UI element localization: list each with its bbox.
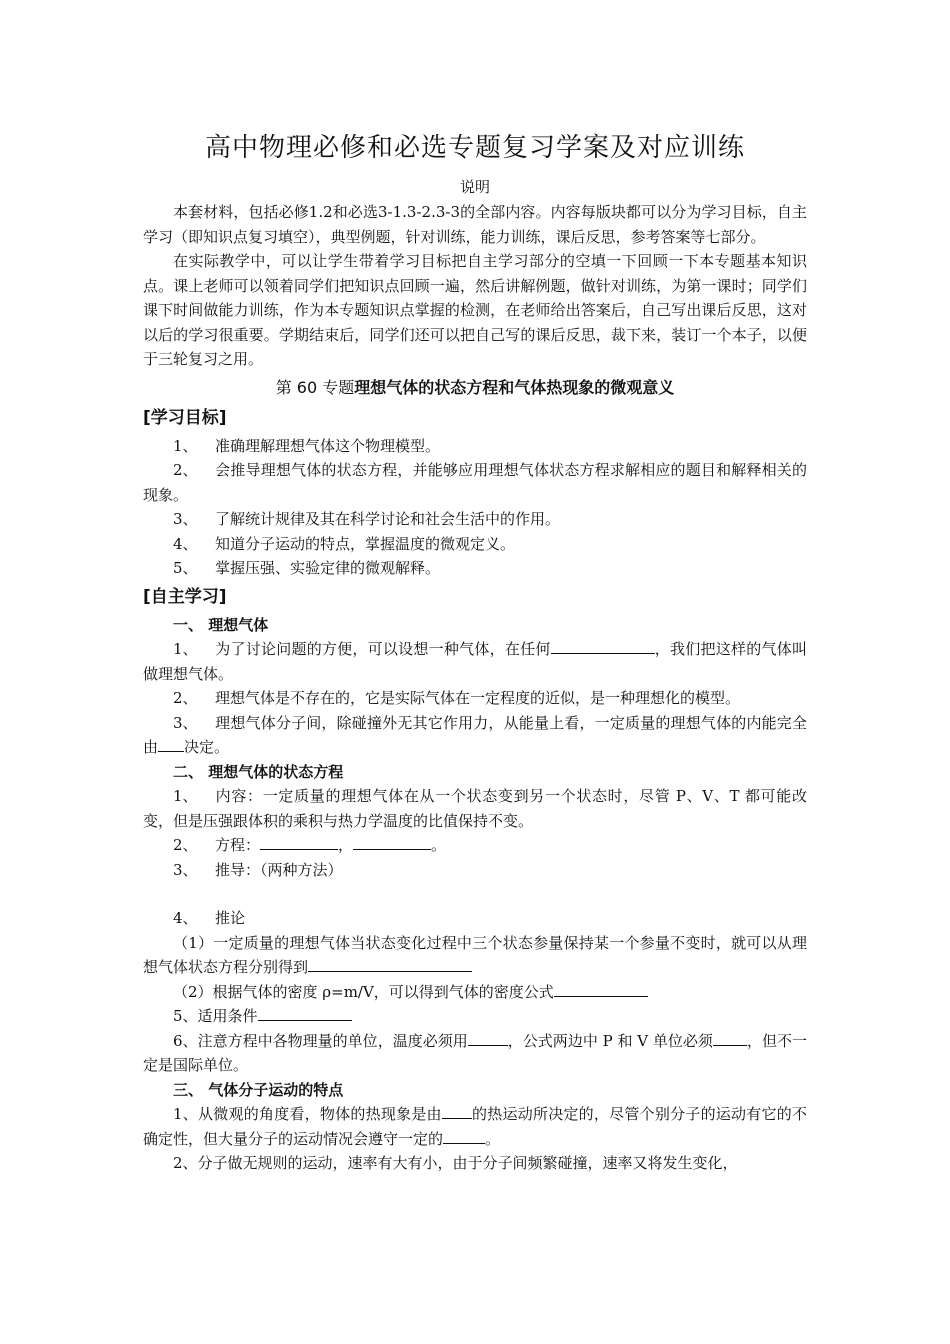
molecular-item-1 <box>143 1102 807 1151</box>
state-eq-item-5 <box>143 1004 807 1029</box>
goal-num: 1、 <box>173 436 198 455</box>
goal-num: 3、 <box>173 510 198 528</box>
item-num: 2、 <box>173 689 198 707</box>
goal-item <box>143 556 807 581</box>
state-eq-item-4 <box>143 906 807 931</box>
item-text: 2、分子做无规则的运动，速率有大有小，由于分子间频繁碰撞，速率又将发生变化， <box>173 1154 738 1172</box>
document-page <box>143 128 807 1176</box>
state-eq-item-1 <box>143 784 807 833</box>
item-text: （2）根据气体的密度 ρ=m/V，可以得到气体的密度公式 <box>173 982 554 1001</box>
item-num: 3、 <box>173 860 198 879</box>
state-eq-item-6 <box>143 1029 807 1078</box>
intro-paragraph-2: 在实际教学中，可以让学生带着学习目标把自主学习部分的空填一下回顾一下本专题基本知识点。课上老师可以领着同学们把知识点回顾一遍，然后讲解例题，做针对训练，为第一课时；同学们课下时间做能力训练，作为本专题知识点掌握的检测，在老师给出答案后，自己写出课后反思，这对以后的学习很重要。学期结束后，同学们还可以把自己写的课后反思，裁下来，装订一个本子，以便于三轮复习之用。 <box>143 252 807 368</box>
ideal-gas-item-3 <box>143 711 807 760</box>
item-num: 3、 <box>173 713 198 732</box>
fill-blank[interactable] <box>258 1004 352 1021</box>
state-eq-item-3 <box>143 858 807 883</box>
fill-blank[interactable] <box>551 637 655 654</box>
section-molecular-motion-title: 三、 气体分子运动的特点 <box>173 1080 344 1099</box>
corollary-2 <box>143 980 807 1005</box>
goal-text: 知道分子运动的特点，掌握温度的微观定义。 <box>215 534 516 553</box>
state-eq-item-2 <box>143 833 807 858</box>
item-text: 的热运动所决定的，尽管个别分子的运动有它的不确定性，但大量分子的运动情况会遵守一定的 <box>143 1105 807 1148</box>
study-heading: [自主学习] <box>143 586 227 607</box>
item-num: 4、 <box>173 909 198 927</box>
goal-item <box>143 434 807 459</box>
document-title: 高中物理必修和必选专题复习学案及对应训练 <box>204 133 745 163</box>
fill-blank[interactable] <box>353 833 431 850</box>
item-text: ，但不一定是国际单位。 <box>143 1031 807 1074</box>
goal-text: 会推导理想气体的状态方程，并能够应用理想气体状态方程求解相应的题目和解释相关的现象。 <box>143 461 807 504</box>
fill-blank[interactable] <box>308 955 472 972</box>
spacer <box>143 882 807 906</box>
document-subtitle: 说明 <box>459 178 490 196</box>
corollary-1 <box>143 931 807 980</box>
goal-text: 了解统计规律及其在科学讨论和社会生活中的作用。 <box>215 510 561 528</box>
ideal-gas-item-2 <box>143 686 807 711</box>
ideal-gas-item-1 <box>143 637 807 686</box>
item-num: 1、 <box>173 640 198 658</box>
goal-item <box>143 532 807 557</box>
goals-heading: [学习目标] <box>143 407 227 428</box>
fill-blank[interactable] <box>713 1029 747 1046</box>
item-text: 。 <box>485 1129 501 1148</box>
item-text: 。 <box>431 836 447 854</box>
item-text: （1）一定质量的理想气体当状态变化过程中三个状态参量保持某一个参量不变时，就可以从理想气体状态方程分别得到 <box>143 933 807 976</box>
item-text: 5、适用条件 <box>173 1007 258 1025</box>
goal-item <box>143 458 807 507</box>
topic-title: 理想气体的状态方程和气体热现象的微观意义 <box>354 377 675 397</box>
item-text: 决定。 <box>184 738 230 756</box>
fill-blank[interactable] <box>443 1127 485 1144</box>
item-text: 方程： <box>215 836 261 854</box>
item-num: 1、 <box>173 787 198 805</box>
fill-blank[interactable] <box>442 1102 472 1119</box>
item-text: 推导：（两种方法） <box>215 860 343 879</box>
item-text: 推论 <box>215 909 246 927</box>
section-ideal-gas-title: 一、 理想气体 <box>173 615 269 634</box>
item-text: 1、从微观的角度看，物体的热现象是由 <box>173 1105 442 1123</box>
goal-item <box>143 507 807 532</box>
goal-text: 准确理解理想气体这个物理模型。 <box>215 436 441 455</box>
molecular-item-2 <box>143 1151 807 1176</box>
goal-num: 2、 <box>173 461 198 479</box>
fill-blank[interactable] <box>554 980 648 997</box>
fill-blank[interactable] <box>260 833 338 850</box>
goal-num: 4、 <box>173 534 198 553</box>
topic-prefix: 第 60 专题 <box>275 377 355 397</box>
item-num: 2、 <box>173 836 198 854</box>
item-text: 6、注意方程中各物理量的单位，温度必须用 <box>173 1031 468 1050</box>
goal-num: 5、 <box>173 559 198 577</box>
item-text: ，我们把这样的气体叫做理想气体。 <box>143 640 807 683</box>
section-state-equation-title: 二、 理想气体的状态方程 <box>173 762 344 781</box>
item-text: 理想气体分子间，除碰撞外无其它作用力，从能量上看，一定质量的理想气体的内能完全由 <box>143 713 807 756</box>
fill-blank[interactable] <box>158 735 184 752</box>
item-text: 理想气体是不存在的，它是实际气体在一定程度的近似，是一种理想化的模型。 <box>215 689 741 707</box>
item-text: 为了讨论问题的方便，可以设想一种气体，在任何 <box>215 640 551 658</box>
goal-text: 掌握压强、实验定律的微观解释。 <box>215 559 441 577</box>
item-text: ，公式两边中 P 和 V 单位必须 <box>507 1031 713 1050</box>
topic-heading <box>143 374 807 402</box>
intro-paragraph-1: 本套材料，包括必修1.2和必选3-1.3-2.3-3的全部内容。内容每版块都可以分为学习目标，自主学习（即知识点复习填空），典型例题，针对训练，能力训练，课后反思，参考答案等七部分。 <box>143 203 807 246</box>
item-text: ， <box>338 836 354 854</box>
fill-blank[interactable] <box>468 1029 508 1046</box>
item-text: 内容：一定质量的理想气体在从一个状态变到另一个状态时，尽管 P、V、T 都可能改变，但是压强跟体积的乘积与热力学温度的比值保持不变。 <box>143 787 807 830</box>
